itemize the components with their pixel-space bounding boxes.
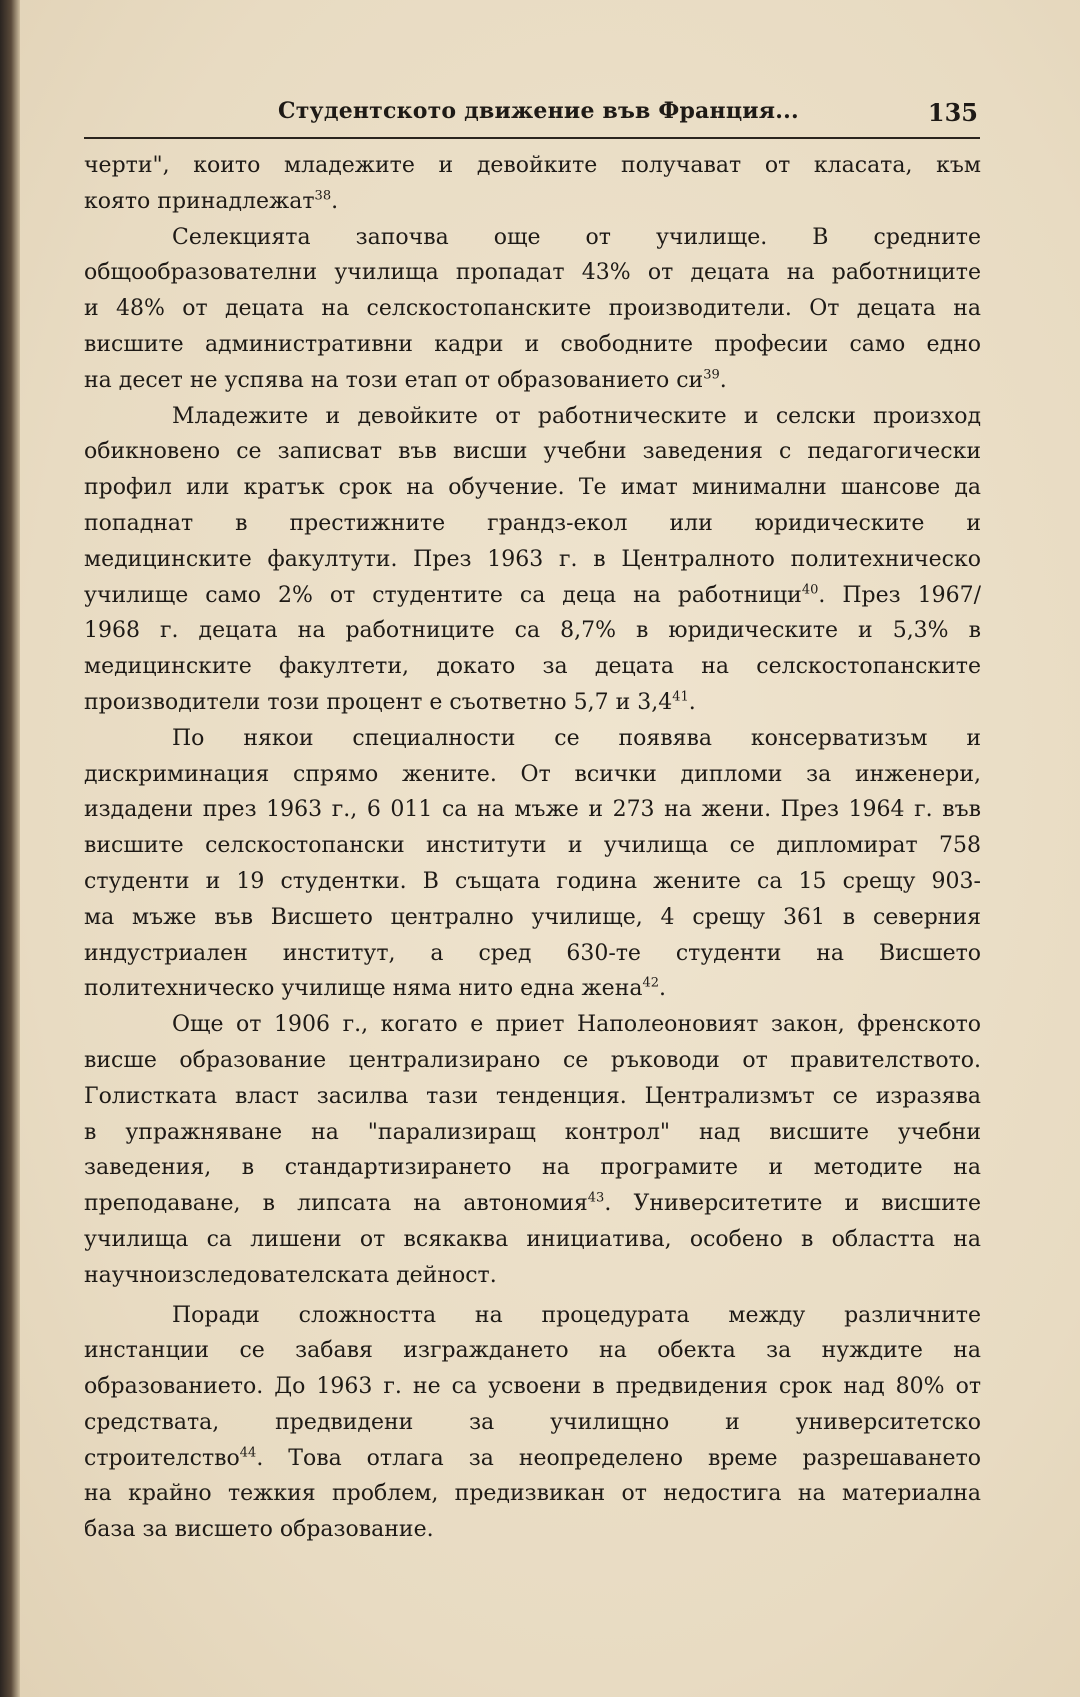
text-line [84,649,981,685]
line-text: Голисткатa власт засилва тази тенденция. Централизмът се изразява [84,1083,981,1109]
text-line [84,399,981,435]
text-line [84,1333,981,1369]
text-line [84,828,981,864]
line-text-after: . Това отлага за неопределено време разрешаването [256,1445,981,1471]
line-text: черти", които младежите и девойките получават от класата, към [84,153,981,178]
text-line [84,1007,981,1043]
text-line [84,1441,981,1477]
text-line [84,1512,981,1548]
text-line [84,220,981,256]
text-line [84,1150,981,1186]
line-text: медицинските факултети, докато за децата на селскостопанските [84,654,981,680]
text-line [84,434,981,470]
line-text: Още от 1906 г., когато е приет Наполеоновият закон, френското [172,1012,981,1038]
line-text: Селекцията започва още от училище. В средните [172,224,981,250]
line-text: инстанции се забавя изграждането на обекта за нуждите на [84,1338,981,1364]
line-text: медицинските факултути. През 1963 г. в Централното политехническо [84,546,981,572]
line-text: Поради сложността на процедурата между различните [172,1302,981,1328]
line-text: По някои специалности се появява консерватизъм и [172,725,981,751]
line-text-after: . Университетите и висшите [604,1191,981,1217]
text-line [84,613,981,649]
line-text: строителство [84,1445,240,1471]
book-binding-edge [0,0,20,1697]
line-text: профил или кратък срок на обучение. Те имат минимални шансове да [84,475,981,501]
line-text-after: . [688,689,696,715]
paragraph [84,721,981,1007]
footnote-ref: 40 [801,582,819,598]
line-text: висше образование централизирано се ръководи от правителството. [84,1047,981,1073]
text-line [84,971,981,1007]
running-title: Студентското движение във Франция... [278,98,799,124]
line-text: попаднат в престижните грандз-екол или юридическите и [84,510,981,536]
text-line [84,291,981,327]
line-text: училища са лишени от всякаква инициатива, особено в областта на [84,1226,981,1252]
text-line [84,936,981,972]
line-text: 1968 г. децата на работниците са 8,7% в юридическите и 5,3% в [84,618,981,644]
line-text-after: . През 1967/ [818,582,981,608]
line-text: индустриален институт, а сред 630-те студенти на Висшето [84,940,981,966]
text-line [84,184,981,220]
paragraph [84,1007,981,1293]
footnote-ref: 42 [642,976,660,991]
line-text: и 48% от децата на селскостопанските производители. От децата на [84,296,981,322]
text-line [84,1405,981,1441]
text-line [84,1298,981,1334]
text-line [84,1043,981,1079]
text-line [84,363,981,399]
text-line [84,1115,981,1151]
text-line [84,721,981,757]
text-line [84,864,981,900]
line-text: в упражняване на "парализиращ контрол" над висшите учебни [84,1119,981,1145]
line-text: Младежите и девойките от работническите и селски произход [172,403,981,429]
line-text-after: . [331,188,339,214]
line-text: издадени през 1963 г., 6 011 са на мъже и 273 на жени. През 1964 г. във [84,797,981,823]
paragraph [84,399,981,721]
paragraph [84,1298,981,1549]
body-text [84,148,981,1548]
text-line [84,792,981,828]
text-line [84,1222,981,1258]
text-line [84,1476,981,1512]
text-line [84,327,981,363]
text-line [84,757,981,793]
line-text: висшите селскостопански институти и училища се дипломират 758 [84,833,981,859]
text-line [84,255,981,291]
line-text: обикновено се записват във висши учебни заведения с педагогически [84,439,981,465]
text-line [84,578,981,614]
paragraph [84,148,981,220]
footnote-ref: 41 [672,689,689,705]
footnote-ref: 44 [239,1445,257,1461]
footnote-ref: 43 [587,1190,605,1206]
line-text: образованието. До 1963 г. не са усвоени в предвидения срок над 80% от [84,1374,981,1400]
line-text-after: . [719,367,727,393]
line-text: на крайно тежкия проблем, предизвикан от недостига на материална [84,1481,981,1507]
line-text: производители този процент е съответно 5,7 и 3,4 [84,689,673,715]
text-line [84,1186,981,1222]
text-line [84,900,981,936]
line-text: дискриминация спрямо жените. От всички дипломи за инженери, [84,761,981,787]
line-text: политехническо училище няма нито една жена [84,976,643,1002]
line-text: база за висшето образование. [84,1517,434,1543]
text-line [84,1369,981,1405]
header-rule [84,137,980,139]
text-line [84,1258,981,1294]
paragraph [84,220,981,399]
text-line [84,506,981,542]
line-text: училище само 2% от студентите са деца на работници [84,582,802,608]
line-text: заведения, в стандартизирането на програмите и методите на [84,1155,981,1181]
line-text: преподаване, в липсата на автономия [84,1191,588,1217]
page-header [278,98,978,138]
text-line [84,1079,981,1115]
line-text: която принадлежат [84,188,315,214]
line-text: общообразователни училища пропадат 43% от децата на работниците [84,260,981,286]
footnote-ref: 38 [314,188,332,204]
footnote-ref: 39 [703,367,720,383]
line-text: на десет не успява на този етап от образованието си [84,367,704,393]
line-text: научноизследователската дейност. [84,1262,497,1288]
text-line [84,542,981,578]
line-text-after: . [659,976,667,1002]
text-line [84,148,981,184]
line-text: студенти и 19 студентки. В същата година жените са 15 срещу 903- [84,868,981,894]
line-text: ма мъже във Висшето централно училище, 4 срещу 361 в северния [84,904,981,930]
page-number: 135 [927,98,978,127]
text-line [84,470,981,506]
line-text: висшите административни кадри и свободните професии само едно [84,331,981,357]
line-text: средствата, предвидени за училищно и университетско [84,1409,981,1435]
text-line [84,685,981,721]
